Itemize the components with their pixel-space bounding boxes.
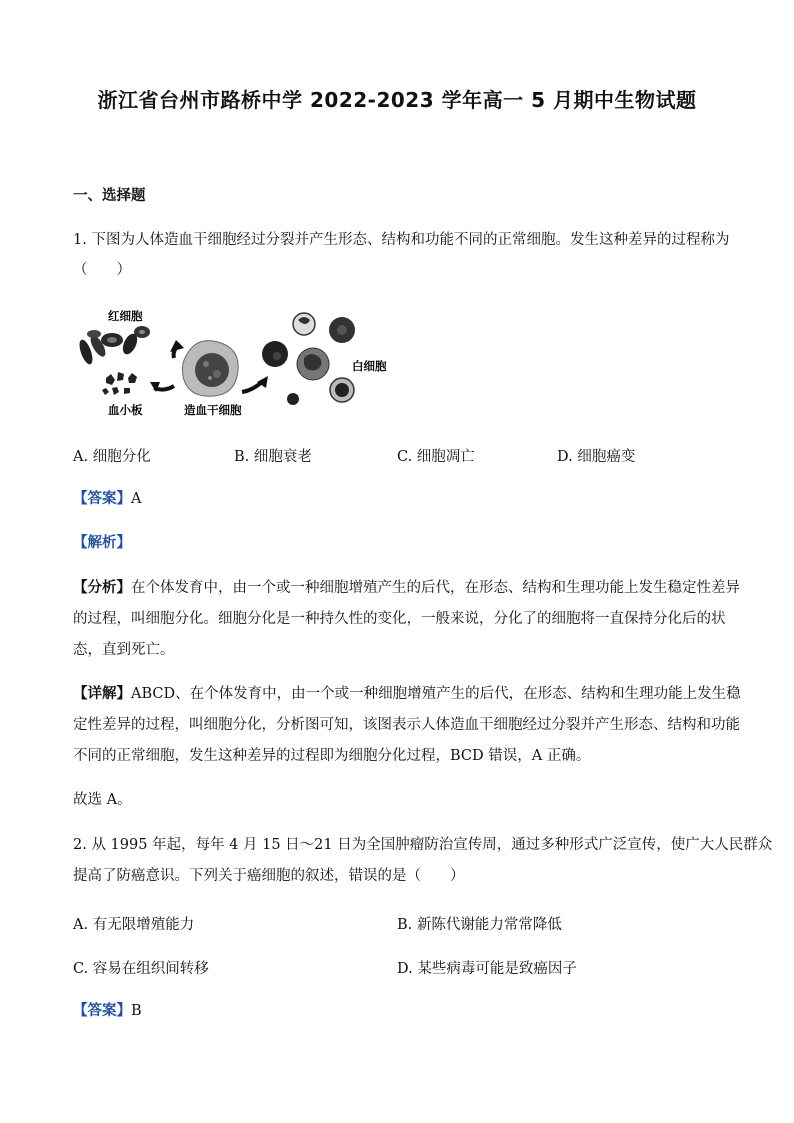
q1-conclusion: 故选 A。 bbox=[73, 792, 132, 808]
q1-analysis-line bbox=[73, 527, 733, 560]
q1-option-a: A. 细胞分化 bbox=[73, 449, 151, 465]
q1-stem-line-2: （ ） bbox=[73, 262, 131, 278]
q1-stem-line-1: 1. 下图为人体造血干细胞经过分裂并产生形态、结构和功能不同的正常细胞。发生这种差异的过程称为 bbox=[73, 232, 730, 248]
q2-option-c: C. 容易在组织间转移 bbox=[73, 961, 209, 977]
red-blood-cells-icon bbox=[77, 326, 150, 366]
q1-fenxi-line-2: 的过程，叫细胞分化。细胞分化是一种持久性的变化，一般来说，分化了的细胞将一直保持分化后的状 bbox=[73, 611, 726, 627]
stem-cell-icon bbox=[182, 341, 238, 397]
page-title: 浙江省台州市路桥中学 2022-2023 学年高一 5 月期中生物试题 bbox=[97, 88, 697, 112]
white-blood-cells-icon bbox=[262, 313, 355, 405]
q1-answer-value: A bbox=[131, 491, 142, 507]
q2-option-b: B. 新陈代谢能力常常降低 bbox=[397, 917, 562, 933]
detail-text-1: ABCD、在个体发育中，由一个或一种细胞增殖产生的后代，在形态、结构和生理功能上发生稳 bbox=[131, 686, 741, 702]
q2-stem-line-1: 2. 从 1995 年起，每年 4 月 15 日～21 日为全国肿瘤防治宣传周，通过多种形式广泛宣传，使广大人民群众 bbox=[73, 837, 773, 853]
answer-tag: 【答案】 bbox=[73, 491, 131, 507]
fenxi-text-1: 在个体发育中，由一个或一种细胞增殖产生的后代，在形态、结构和生理功能上发生稳定性差异 bbox=[131, 580, 740, 596]
section-heading: 一、选择题 bbox=[73, 188, 146, 204]
fenxi-tag: 【分析】 bbox=[73, 580, 131, 596]
q2-answer-line bbox=[73, 995, 733, 1028]
q1-fenxi-line-1 bbox=[73, 572, 740, 605]
q1-option-d: D. 细胞癌变 bbox=[557, 449, 636, 465]
label-stem-cell: 造血干细胞 bbox=[184, 403, 242, 417]
q1-detail-line-2: 定性差异的过程，叫细胞分化，分析图可知，该图表示人体造血干细胞经过分裂并产生形态、结构和功能 bbox=[73, 717, 740, 733]
q1-detail-line-3: 不同的正常细胞，发生这种差异的过程即为细胞分化过程，BCD 错误，A 正确。 bbox=[73, 748, 591, 764]
q1-option-c: C. 细胞凋亡 bbox=[397, 449, 475, 465]
q1-answer-line bbox=[73, 483, 733, 516]
platelets-icon bbox=[102, 372, 137, 395]
q1-fenxi-line-3: 态，直到死亡。 bbox=[73, 642, 175, 658]
label-red-cell: 红细胞 bbox=[108, 309, 143, 323]
blood-cell-differentiation-figure bbox=[72, 304, 402, 424]
answer-tag: 【答案】 bbox=[73, 1003, 131, 1019]
q1-option-b: B. 细胞衰老 bbox=[234, 449, 312, 465]
q2-stem-line-2: 提高了防癌意识。下列关于癌细胞的叙述，错误的是（ ） bbox=[73, 868, 465, 884]
cell-diagram bbox=[72, 304, 402, 424]
q2-option-d: D. 某些病毒可能是致癌因子 bbox=[397, 961, 577, 977]
label-white-cell: 白细胞 bbox=[352, 359, 387, 373]
q2-option-a: A. 有无限增殖能力 bbox=[73, 917, 195, 933]
detail-tag: 【详解】 bbox=[73, 686, 131, 702]
q2-answer-value: B bbox=[131, 1003, 142, 1019]
label-platelet: 血小板 bbox=[108, 403, 143, 417]
analysis-tag: 【解析】 bbox=[73, 535, 131, 551]
q1-detail-line-1 bbox=[73, 678, 741, 711]
